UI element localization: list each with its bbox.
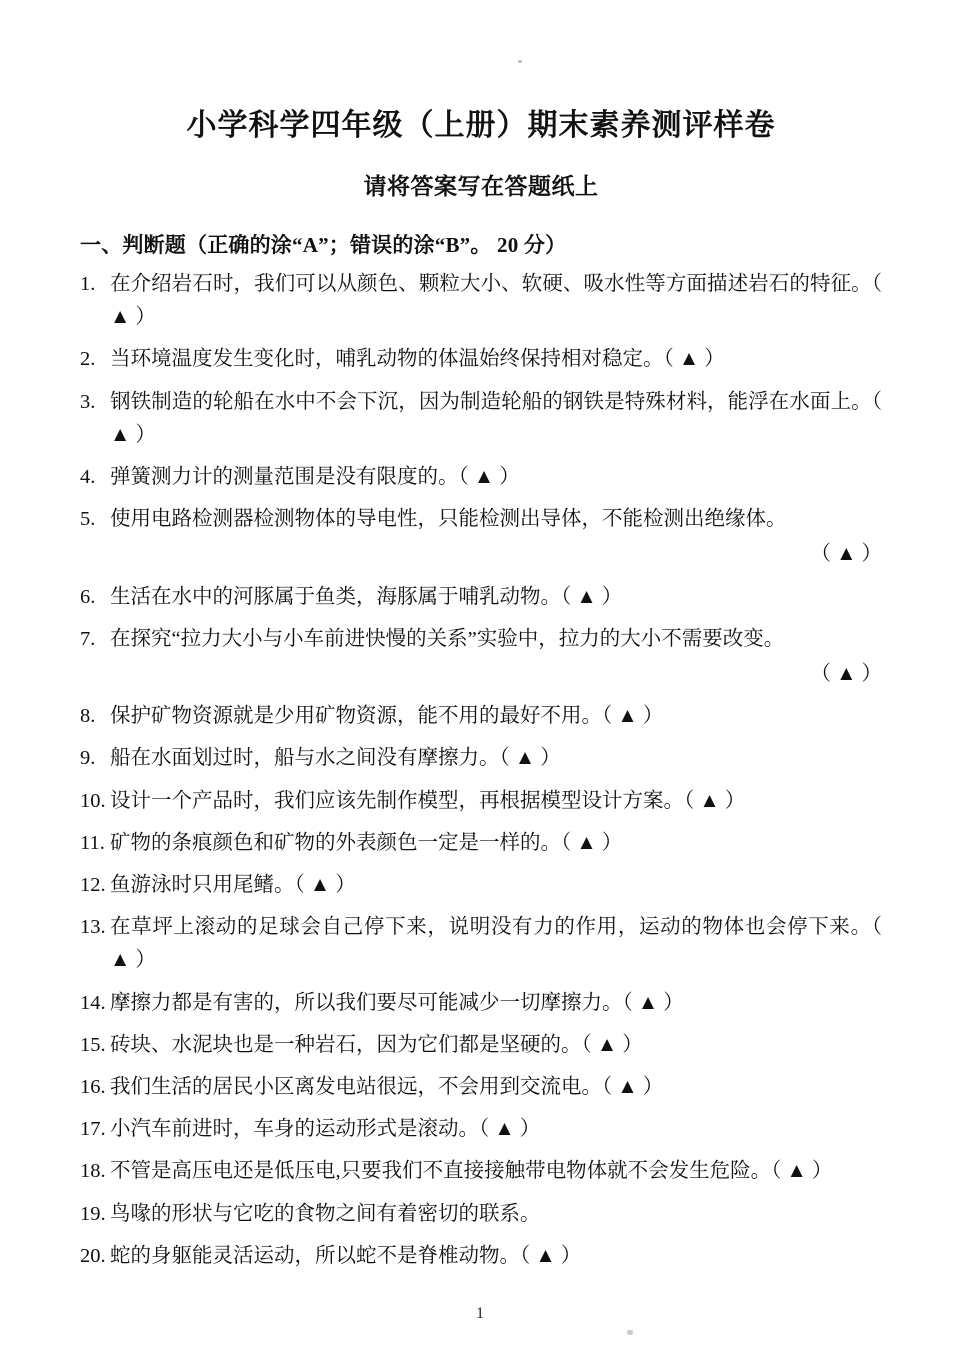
question-text: 摩擦力都是有害的，所以我们要尽可能减少一切摩擦力。（ ▲ ） (110, 991, 684, 1014)
question-number: 14. (80, 991, 106, 1014)
question-item (80, 1240, 882, 1273)
page-subtitle: 请将答案写在答题纸上 (363, 174, 599, 199)
question-number: 2. (80, 348, 96, 371)
question-text: 船在水面划过时，船与水之间没有摩擦力。（ ▲ ） (110, 747, 561, 770)
question-number: 18. (80, 1160, 106, 1183)
question-text: 当环境温度发生变化时，哺乳动物的体温始终保持相对稳定。（ ▲ ） (110, 348, 725, 371)
question-number: 8. (80, 705, 96, 728)
question-item (80, 1029, 882, 1062)
question-text: 蛇的身躯能灵活运动，所以蛇不是脊椎动物。（ ▲ ） (110, 1244, 582, 1267)
question-text: 不管是高压电还是低压电,只要我们不直接接触带电物体就不会发生危险。（ ▲ ） (110, 1160, 833, 1183)
question-text: 我们生活的居民小区离发电站很远，不会用到交流电。（ ▲ ） (110, 1076, 664, 1099)
question-number: 16. (80, 1076, 106, 1099)
question-text-body: 使用电路检测器检测物体的导电性，只能检测出导体，不能检测出绝缘体。 (110, 508, 787, 531)
question-number: 12. (80, 874, 106, 897)
answer-blank: （ ▲ ） (810, 543, 882, 566)
section-heading-true-false: 一、判断题（正确的涂“A”；错误的涂“B”。 20 分） (80, 233, 567, 257)
question-item (80, 911, 882, 977)
question-item (80, 1198, 882, 1231)
question-item (80, 581, 882, 614)
question-number: 20. (80, 1244, 106, 1267)
question-text: 钢铁制造的轮船在水中不会下沉，因为制造轮船的钢铁是特殊材料，能浮在水面上。（ ▲ ） (110, 390, 882, 446)
question-list (80, 268, 882, 1273)
question-text: 砖块、水泥块也是一种岩石，因为它们都是坚硬的。（ ▲ ） (110, 1033, 643, 1056)
question-text: 鸟喙的形状与它吃的食物之间有着密切的联系。 (110, 1202, 541, 1225)
question-text: 在草坪上滚动的足球会自己停下来，说明没有力的作用，运动的物体也会停下来。（ ▲ ） (110, 916, 882, 972)
question-item (80, 869, 882, 902)
question-text: 矿物的条痕颜色和矿物的外表颜色一定是一样的。（ ▲ ） (110, 831, 623, 854)
question-text-body: 在探究“拉力大小与小车前进快慢的关系”实验中，拉力的大小不需要改变。 (110, 627, 785, 650)
question-text: 生活在水中的河豚属于鱼类，海豚属于哺乳动物。（ ▲ ） (110, 585, 623, 608)
question-item (80, 827, 882, 860)
scan-speck-bottom (627, 1330, 633, 1335)
question-item (80, 386, 882, 452)
question-item (80, 1071, 882, 1104)
question-text (110, 503, 882, 571)
question-number: 10. (80, 789, 106, 812)
question-item (80, 1155, 882, 1188)
question-item (80, 785, 882, 818)
question-number: 15. (80, 1033, 106, 1056)
question-item (80, 1113, 882, 1146)
question-item (80, 700, 882, 733)
question-number: 19. (80, 1202, 106, 1225)
question-item (80, 987, 882, 1020)
question-item (80, 623, 882, 691)
page-number: 1 (476, 1305, 484, 1322)
question-number: 11. (80, 831, 105, 854)
question-item (80, 268, 882, 334)
question-number: 3. (80, 390, 96, 413)
question-text: 鱼游泳时只用尾鳍。（ ▲ ） (110, 874, 356, 897)
question-number: 6. (80, 585, 96, 608)
question-number: 4. (80, 466, 96, 489)
question-text: 在介绍岩石时，我们可以从颜色、颗粒大小、软硬、吸水性等方面描述岩石的特征。（ ▲ ） (110, 273, 882, 329)
page-title: 小学科学四年级（上册）期末素养测评样卷 (186, 109, 776, 142)
question-number: 9. (80, 747, 96, 770)
question-item (80, 343, 882, 376)
question-number: 5. (80, 508, 96, 531)
question-text: 弹簧测力计的测量范围是没有限度的。（ ▲ ） (110, 466, 520, 489)
question-number: 1. (80, 273, 96, 295)
question-number: 17. (80, 1118, 106, 1141)
question-item (80, 503, 882, 571)
question-item (80, 461, 882, 494)
question-text: 设计一个产品时，我们应该先制作模型，再根据模型设计方案。（ ▲ ） (110, 789, 746, 812)
question-number: 7. (80, 627, 96, 650)
question-text (110, 623, 882, 691)
answer-blank: （ ▲ ） (810, 663, 882, 686)
question-number: 13. (80, 916, 106, 939)
question-item (80, 742, 882, 775)
question-text: 小汽车前进时，车身的运动形式是滚动。（ ▲ ） (110, 1118, 541, 1141)
question-text: 保护矿物资源就是少用矿物资源，能不用的最好不用。（ ▲ ） (110, 705, 664, 728)
scan-speck-top (518, 60, 522, 63)
